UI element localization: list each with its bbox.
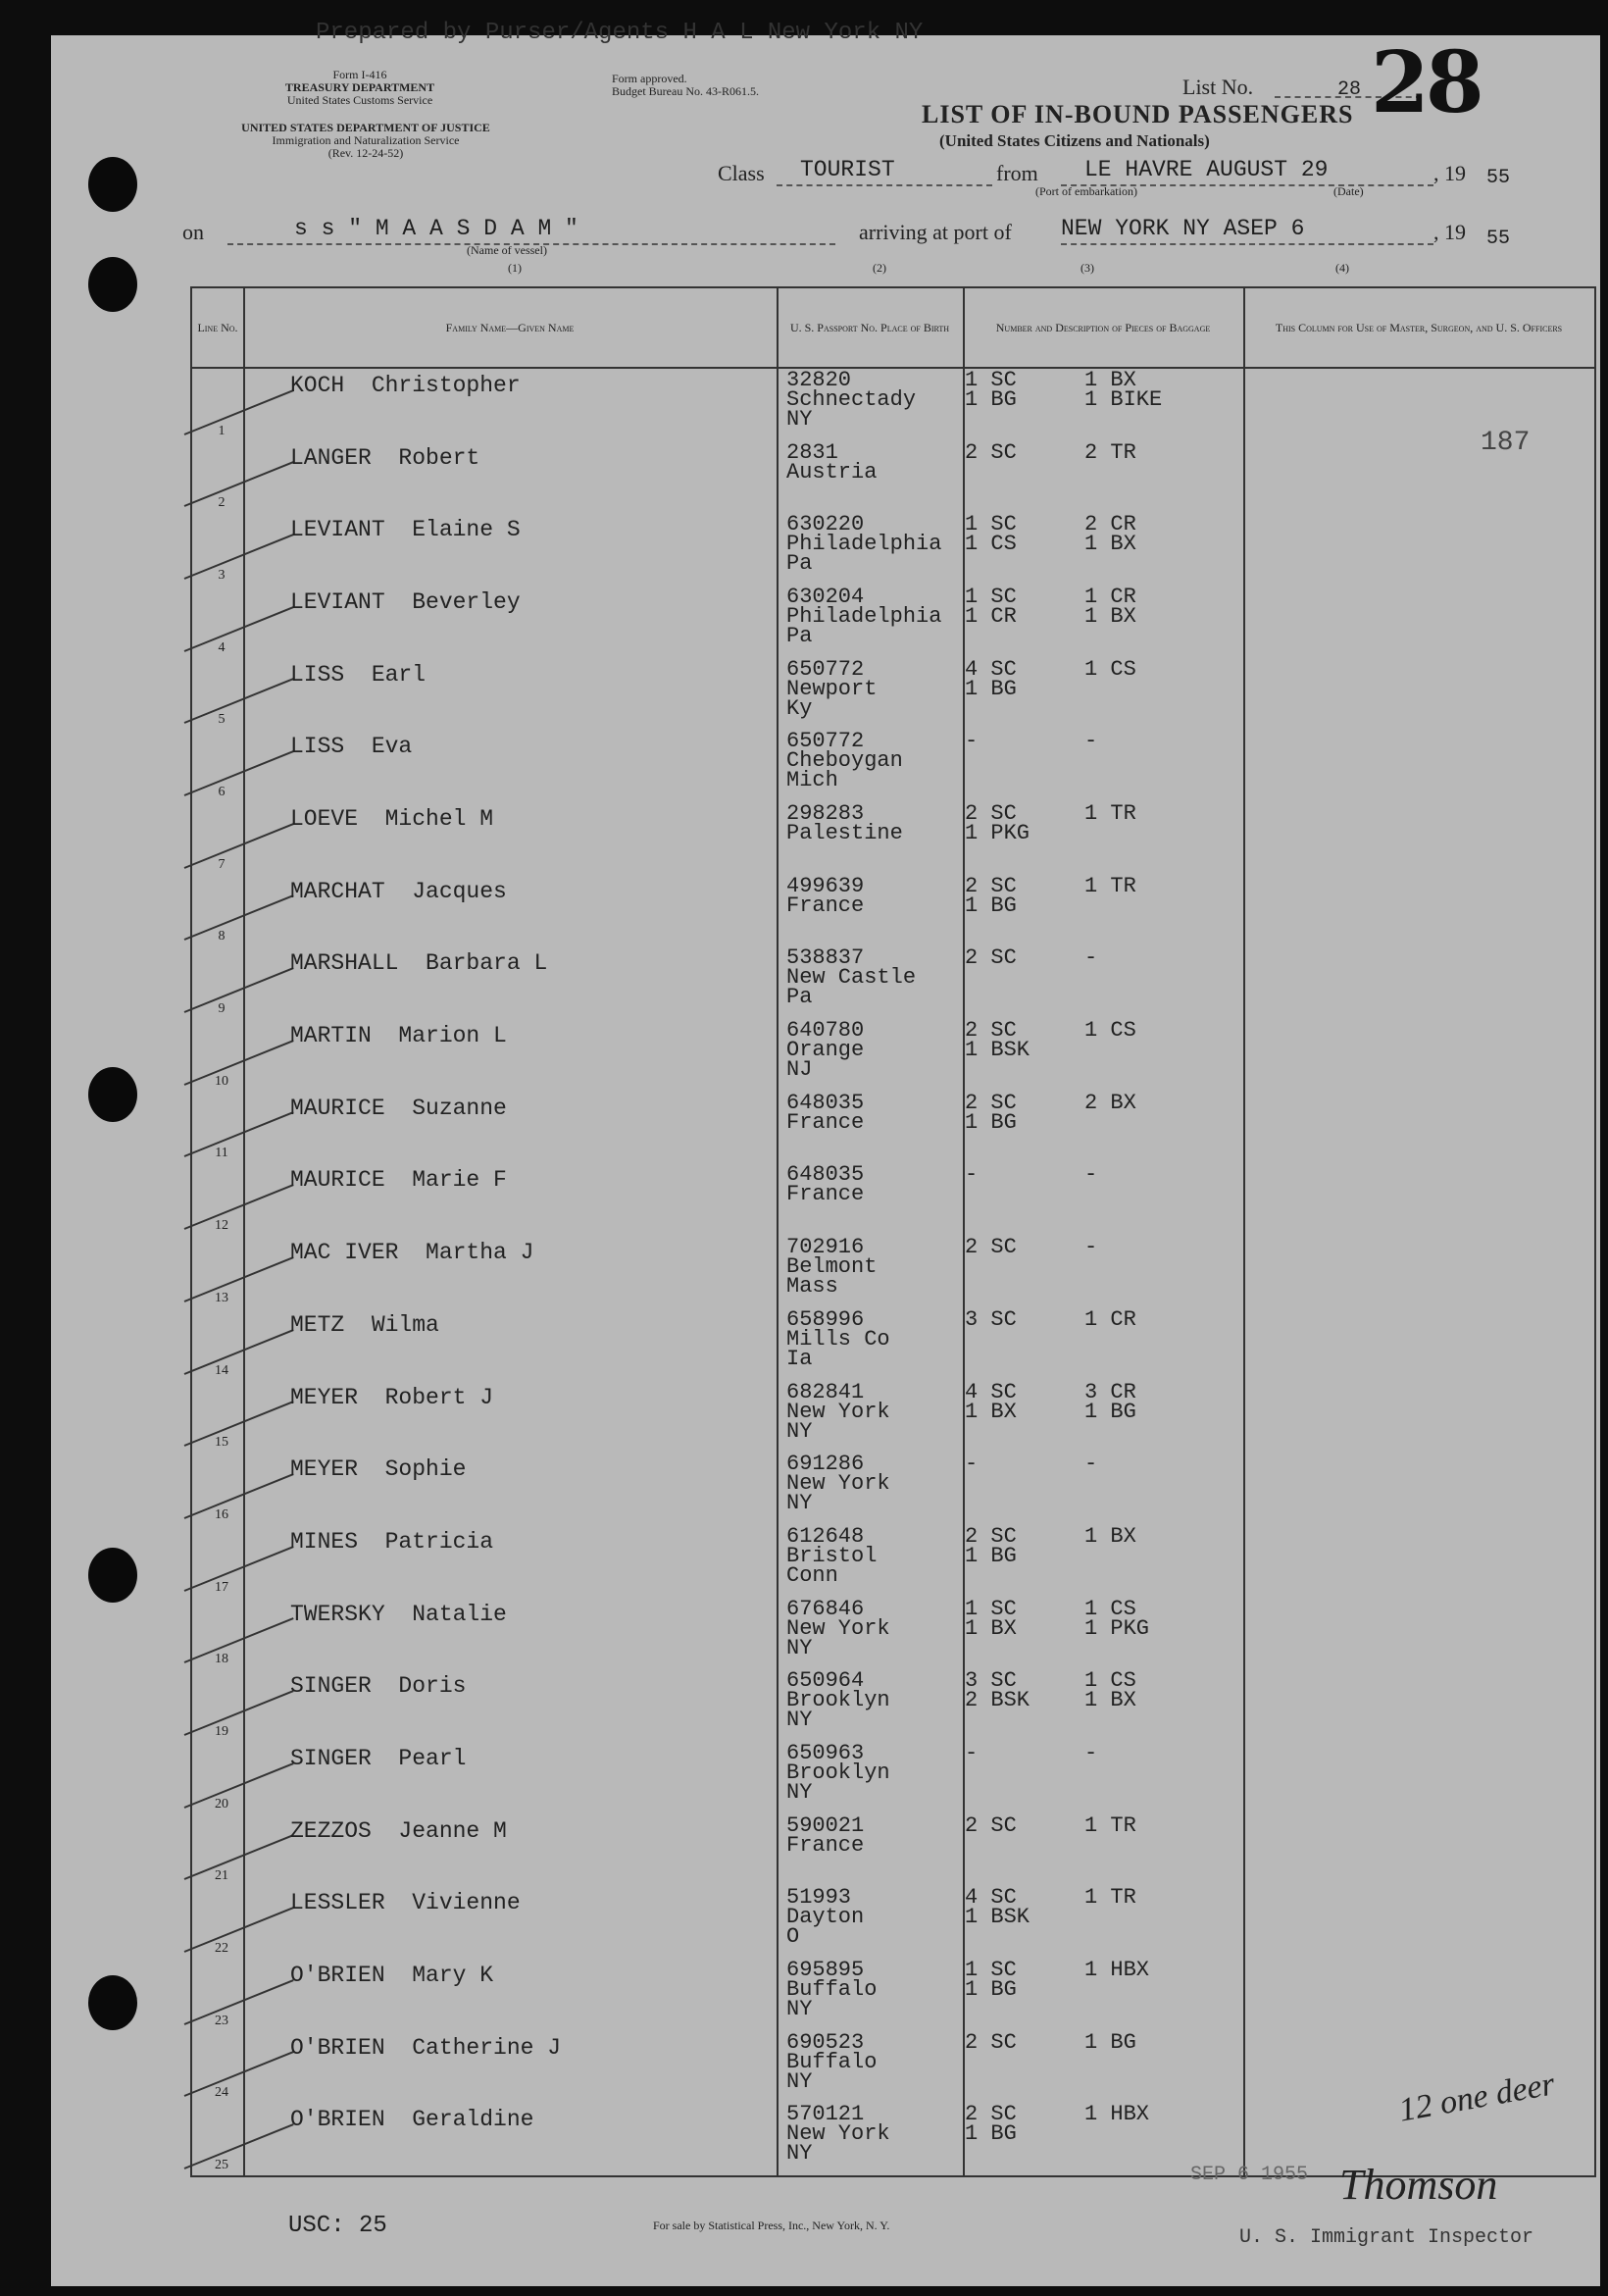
passport-birthplace: 702916 Belmont Mass	[786, 1235, 878, 1300]
usc-count: USC: 25	[288, 2213, 387, 2239]
binder-hole	[88, 1975, 137, 2030]
passenger-name: TWERSKY Natalie	[290, 1601, 507, 1627]
passenger-name: O'BRIEN Geraldine	[290, 2107, 534, 2133]
line-number: 1	[218, 423, 226, 438]
baggage-primary: 3 SC	[965, 1306, 1017, 1332]
baggage-secondary: 3 CR 1 BG	[1084, 1379, 1136, 1424]
list-no-stamp: 28	[1371, 33, 1481, 132]
header-officers: This Column for Use of Master, Surgeon, and U. S. Officers	[1243, 288, 1594, 369]
line-number: 2	[218, 495, 226, 511]
baggage-primary: 4 SC 1 BG	[965, 656, 1017, 701]
justice-dept: UNITED STATES DEPARTMENT OF JUSTICE	[241, 121, 490, 134]
baggage-secondary: 1 CS	[1084, 656, 1136, 682]
baggage-primary: -	[965, 1740, 979, 1765]
baggage-primary: 1 SC 1 BG	[965, 1957, 1017, 2002]
line-number: 10	[215, 1073, 228, 1089]
passport-birthplace: 499639 France	[786, 873, 865, 918]
line-number: 7	[218, 856, 226, 872]
baggage-secondary: -	[1084, 1162, 1098, 1188]
baggage-secondary: -	[1084, 945, 1098, 971]
table-row	[192, 1525, 1594, 1598]
baggage-secondary: 1 BX 1 BIKE	[1084, 368, 1163, 412]
port-embark-caption: (Port of embarkation)	[1035, 184, 1137, 198]
inspector-signature: Thomson	[1339, 2161, 1498, 2209]
table-row	[192, 1669, 1594, 1742]
arrival-line	[1061, 243, 1433, 245]
passenger-name: O'BRIEN Mary K	[290, 1962, 494, 1988]
table-row	[192, 875, 1594, 947]
baggage-primary: 2 SC 1 BG	[965, 2102, 1017, 2147]
line-number: 15	[215, 1435, 228, 1451]
baggage-primary: 1 SC 1 CR	[965, 585, 1017, 630]
passport-birthplace: 640780 Orange NJ	[786, 1018, 865, 1083]
table-row	[192, 658, 1594, 731]
list-no-label: List No.	[1182, 75, 1254, 99]
line-number: 6	[218, 785, 226, 800]
baggage-secondary: 1 CS 1 PKG	[1084, 1596, 1150, 1641]
from-label: from	[996, 161, 1038, 185]
line-number: 22	[215, 1940, 228, 1956]
table-row	[192, 1598, 1594, 1670]
baggage-secondary: 1 CR 1 BX	[1084, 585, 1136, 630]
year1-value: 55	[1486, 167, 1511, 189]
passport-birthplace: 630220 Philadelphia Pa	[786, 512, 942, 577]
baggage-primary: 2 SC	[965, 945, 1017, 971]
line-number: 17	[215, 1579, 228, 1595]
line-number: 14	[215, 1362, 228, 1378]
baggage-secondary: 1 TR	[1084, 801, 1136, 827]
baggage-primary: 1 SC 1 BG	[965, 368, 1017, 412]
baggage-secondary: -	[1084, 729, 1098, 754]
passenger-name: MAURICE Marie F	[290, 1167, 507, 1194]
vessel-value: s s " M A A S D A M "	[294, 216, 578, 241]
baggage-primary: 2 SC	[965, 1235, 1017, 1260]
passenger-name: MINES Patricia	[290, 1528, 494, 1555]
table-row	[192, 730, 1594, 802]
line-number: 24	[215, 2085, 228, 2101]
baggage-secondary: 2 BX	[1084, 1090, 1136, 1115]
passport-birthplace: 650772 Cheboygan Mich	[786, 729, 903, 793]
line-number: 3	[218, 568, 226, 584]
table-row	[192, 1453, 1594, 1525]
passport-birthplace: 538837 New Castle Pa	[786, 945, 917, 1010]
header-passport: U. S. Passport No. Place of Birth	[777, 288, 963, 369]
passport-birthplace: 695895 Buffalo NY	[786, 1957, 878, 2021]
dept-block	[194, 122, 537, 160]
baggage-primary: 2 SC 1 BSK	[965, 1018, 1030, 1063]
baggage-secondary: 1 CS 1 BX	[1084, 1668, 1136, 1713]
passenger-name: METZ Wilma	[290, 1311, 439, 1338]
table-row	[192, 2031, 1594, 2104]
table-row	[192, 586, 1594, 658]
baggage-secondary: 1 BG	[1084, 2029, 1136, 2055]
form-approved: Form approved.	[612, 72, 687, 85]
passenger-name: LISS Eva	[290, 734, 413, 760]
baggage-secondary: -	[1084, 1235, 1098, 1260]
binder-hole	[88, 1548, 137, 1603]
passenger-name: O'BRIEN Catherine J	[290, 2034, 562, 2061]
passenger-name: LOEVE Michel M	[290, 806, 494, 833]
date-caption: (Date)	[1333, 184, 1364, 198]
passenger-name: SINGER Pearl	[290, 1745, 467, 1771]
vessel-caption: (Name of vessel)	[467, 243, 547, 257]
line-number: 25	[215, 2157, 228, 2172]
baggage-primary: 1 SC 1 CS	[965, 512, 1017, 557]
line-number: 5	[218, 712, 226, 728]
table-row	[192, 1236, 1594, 1308]
passenger-name: SINGER Doris	[290, 1673, 467, 1700]
handwritten-note: 12 one deer	[1395, 2066, 1558, 2129]
table-row	[192, 1742, 1594, 1814]
year2-value: 55	[1486, 228, 1511, 250]
passport-birthplace: 658996 Mills Co Ia	[786, 1306, 890, 1371]
passport-birthplace: 650963 Brooklyn NY	[786, 1740, 890, 1805]
header-baggage: Number and Description of Pieces of Baggage	[963, 288, 1243, 369]
binder-hole	[88, 257, 137, 312]
table-row	[192, 802, 1594, 875]
col-num-4: (4)	[1335, 261, 1349, 275]
passenger-table	[190, 286, 1596, 2209]
header-line-no: Line No.	[192, 288, 243, 369]
passenger-name: LANGER Robert	[290, 444, 480, 471]
form-title: LIST OF IN-BOUND PASSENGERS	[922, 100, 1354, 128]
passenger-name: MEYER Robert J	[290, 1384, 494, 1410]
ins-service: Immigration and Naturalization Service	[272, 133, 460, 147]
class-label: Class	[718, 161, 765, 185]
baggage-primary: 2 SC 1 BG	[965, 1090, 1017, 1135]
baggage-primary: 3 SC 2 BSK	[965, 1668, 1030, 1713]
class-value: TOURIST	[800, 157, 895, 182]
binder-hole	[88, 157, 137, 212]
passport-birthplace: 590021 France	[786, 1812, 865, 1858]
line-number: 23	[215, 2013, 228, 2028]
passport-birthplace: 650964 Brooklyn NY	[786, 1668, 890, 1733]
on-label: on	[182, 220, 204, 244]
from-value: LE HAVRE AUGUST 29	[1084, 157, 1329, 182]
baggage-secondary: 1 TR	[1084, 1812, 1136, 1838]
baggage-primary: 2 SC 1 BG	[965, 873, 1017, 918]
passenger-name: MAURICE Suzanne	[290, 1095, 507, 1121]
baggage-secondary: 1 HBX	[1084, 2102, 1150, 2127]
line-number: 13	[215, 1290, 228, 1305]
baggage-secondary: 1 CS	[1084, 1018, 1136, 1044]
passport-birthplace: 676846 New York NY	[786, 1596, 890, 1660]
line-number: 4	[218, 639, 226, 655]
revision: (Rev. 12-24-52)	[327, 146, 404, 160]
line-number: 20	[215, 1796, 228, 1811]
passport-birthplace: 32820 Schnectady NY	[786, 368, 917, 432]
passport-birthplace: 648035 France	[786, 1090, 865, 1135]
passenger-name: MAC IVER Martha J	[290, 1240, 534, 1266]
passport-birthplace: 298283 Palestine	[786, 801, 903, 846]
arriving-label: arriving at port of	[859, 220, 1012, 244]
passport-birthplace: 650772 Newport Ky	[786, 656, 878, 721]
table-row	[192, 369, 1594, 441]
prepared-by-line: Prepared by Purser/Agents H A L New York NY	[316, 20, 924, 46]
baggage-primary: -	[965, 729, 979, 754]
passport-birthplace: 630204 Philadelphia Pa	[786, 585, 942, 649]
passport-birthplace: 690523 Buffalo NY	[786, 2029, 878, 2094]
baggage-secondary: 1 HBX	[1084, 1957, 1150, 1982]
baggage-primary: 2 SC	[965, 1812, 1017, 1838]
officer-number: 187	[1481, 428, 1531, 458]
table-row	[192, 441, 1594, 514]
passport-birthplace: 682841 New York NY	[786, 1379, 890, 1444]
table-row	[192, 1092, 1594, 1164]
baggage-primary: 4 SC 1 BX	[965, 1379, 1017, 1424]
passport-birthplace: 51993 Dayton O	[786, 1885, 865, 1950]
table-row	[192, 1886, 1594, 1959]
table-row	[192, 946, 1594, 1019]
baggage-primary: 2 SC	[965, 439, 1017, 465]
treasury-dept: TREASURY DEPARTMENT	[284, 80, 435, 94]
customs-service: United States Customs Service	[286, 93, 433, 107]
line-number: 11	[215, 1146, 228, 1161]
passport-birthplace: 570121 New York NY	[786, 2102, 890, 2167]
passenger-name: LISS Earl	[290, 661, 427, 688]
table-row	[192, 1163, 1594, 1236]
baggage-primary: 2 SC 1 BG	[965, 1523, 1017, 1568]
line-number: 21	[215, 1868, 228, 1884]
passport-birthplace: 648035 France	[786, 1162, 865, 1207]
col-num-3: (3)	[1080, 261, 1094, 275]
line-number: 19	[215, 1723, 228, 1739]
form-number: Form I-416	[332, 68, 387, 81]
table-row	[192, 513, 1594, 586]
baggage-primary: -	[965, 1162, 979, 1188]
form-block	[257, 69, 463, 107]
stamp-date: SEP 6 1955	[1190, 2164, 1309, 2186]
printer-line: For sale by Statistical Press, Inc., New York, N. Y.	[653, 2219, 890, 2232]
binder-hole	[88, 1067, 137, 1122]
col-num-2: (2)	[873, 261, 886, 275]
year2-prefix: , 19	[1433, 220, 1466, 244]
passenger-name: MARSHALL Barbara L	[290, 950, 548, 977]
class-line	[777, 184, 992, 186]
baggage-primary: 2 SC	[965, 2029, 1017, 2055]
manifest-page	[51, 20, 1600, 2286]
passenger-name: LEVIANT Beverley	[290, 589, 521, 616]
line-number: 16	[215, 1506, 228, 1522]
baggage-secondary: 1 BX	[1084, 1523, 1136, 1549]
line-number: 8	[218, 929, 226, 944]
table-row	[192, 1381, 1594, 1454]
header-name: Family Name—Given Name	[243, 288, 777, 369]
table-row	[192, 1814, 1594, 1887]
approval-block	[612, 73, 759, 98]
line-number: 9	[218, 1001, 226, 1017]
passport-birthplace: 2831 Austria	[786, 439, 878, 485]
list-no-typed: 28	[1337, 78, 1362, 101]
inspector-label: U. S. Immigrant Inspector	[1239, 2226, 1534, 2249]
passport-birthplace: 691286 New York NY	[786, 1452, 890, 1516]
line-number: 18	[215, 1652, 228, 1667]
table-row	[192, 1959, 1594, 2031]
passenger-name: ZEZZOS Jeanne M	[290, 1817, 507, 1844]
form-subtitle: (United States Citizens and Nationals)	[939, 131, 1210, 150]
table-row	[192, 1019, 1594, 1092]
col-num-1: (1)	[508, 261, 522, 275]
baggage-primary: 1 SC 1 BX	[965, 1596, 1017, 1641]
baggage-primary: 2 SC 1 PKG	[965, 801, 1030, 846]
baggage-primary: -	[965, 1452, 979, 1477]
budget-bureau: Budget Bureau No. 43-R061.5.	[612, 84, 759, 98]
passenger-name: MARCHAT Jacques	[290, 878, 507, 904]
year1-prefix: , 19	[1433, 161, 1466, 185]
baggage-secondary: 1 TR	[1084, 873, 1136, 898]
baggage-secondary: 1 CR	[1084, 1306, 1136, 1332]
passenger-name: LESSLER Vivienne	[290, 1890, 521, 1916]
passenger-name: MEYER Sophie	[290, 1456, 467, 1483]
passenger-name: KOCH Christopher	[290, 373, 521, 398]
table-row	[192, 1308, 1594, 1381]
passenger-name: MARTIN Marion L	[290, 1023, 507, 1049]
baggage-primary: 4 SC 1 BSK	[965, 1885, 1030, 1930]
baggage-secondary: -	[1084, 1452, 1098, 1477]
baggage-secondary: 2 CR 1 BX	[1084, 512, 1136, 557]
passenger-name: LEVIANT Elaine S	[290, 517, 521, 543]
arrival-port-value: NEW YORK NY ASEP 6	[1061, 216, 1305, 241]
passport-birthplace: 612648 Bristol Conn	[786, 1523, 878, 1588]
line-number: 12	[215, 1218, 228, 1234]
baggage-secondary: -	[1084, 1740, 1098, 1765]
baggage-secondary: 2 TR	[1084, 439, 1136, 465]
baggage-secondary: 1 TR	[1084, 1885, 1136, 1911]
